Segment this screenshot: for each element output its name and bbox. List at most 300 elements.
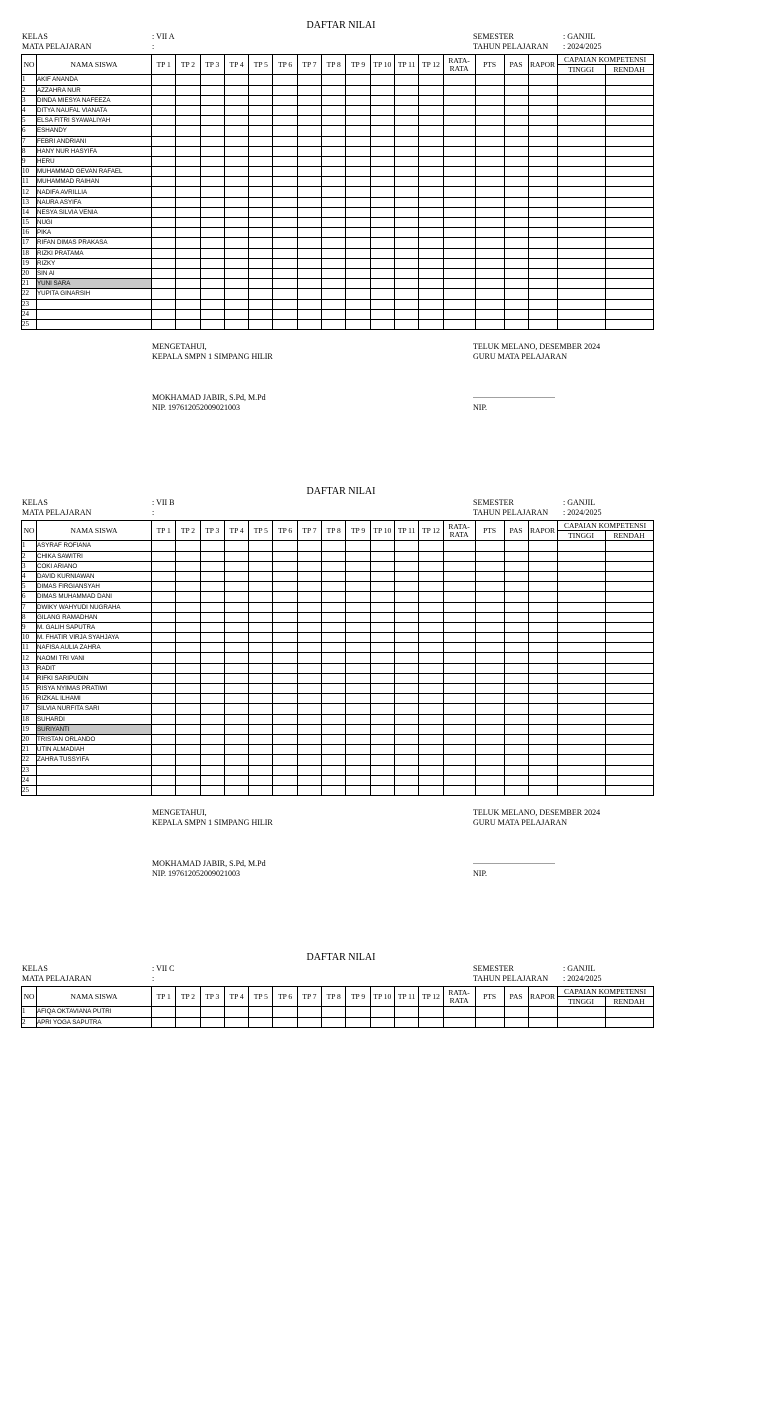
grade-cell[interactable]: [322, 592, 346, 602]
grade-cell[interactable]: [528, 745, 557, 755]
grade-cell[interactable]: [475, 633, 504, 643]
grade-cell[interactable]: [297, 755, 321, 765]
grade-cell[interactable]: [419, 136, 443, 146]
grade-cell[interactable]: [394, 187, 418, 197]
grade-cell[interactable]: [249, 289, 273, 299]
grade-cell[interactable]: [322, 724, 346, 734]
grade-cell[interactable]: [200, 633, 224, 643]
grade-cell[interactable]: [273, 319, 297, 329]
grade-cell[interactable]: [322, 571, 346, 581]
grade-cell[interactable]: [176, 775, 200, 785]
grade-cell[interactable]: [346, 258, 370, 268]
grade-cell[interactable]: [224, 1007, 248, 1017]
grade-cell[interactable]: [322, 105, 346, 115]
grade-cell[interactable]: [346, 724, 370, 734]
grade-cell[interactable]: [152, 694, 176, 704]
grade-cell[interactable]: [557, 248, 605, 258]
grade-cell[interactable]: [370, 622, 394, 632]
grade-cell[interactable]: [273, 734, 297, 744]
grade-cell[interactable]: [443, 95, 475, 105]
grade-cell[interactable]: [224, 785, 248, 795]
grade-cell[interactable]: [605, 75, 653, 85]
grade-cell[interactable]: [152, 571, 176, 581]
grade-cell[interactable]: [297, 177, 321, 187]
grade-cell[interactable]: [419, 663, 443, 673]
grade-cell[interactable]: [370, 136, 394, 146]
grade-cell[interactable]: [504, 75, 528, 85]
grade-cell[interactable]: [557, 126, 605, 136]
grade-cell[interactable]: [394, 1007, 418, 1017]
grade-cell[interactable]: [557, 146, 605, 156]
grade-cell[interactable]: [224, 299, 248, 309]
grade-cell[interactable]: [528, 643, 557, 653]
grade-cell[interactable]: [273, 673, 297, 683]
grade-cell[interactable]: [557, 745, 605, 755]
grade-cell[interactable]: [224, 571, 248, 581]
grade-cell[interactable]: [200, 602, 224, 612]
grade-cell[interactable]: [297, 592, 321, 602]
grade-cell[interactable]: [528, 755, 557, 765]
grade-cell[interactable]: [443, 309, 475, 319]
grade-cell[interactable]: [297, 136, 321, 146]
grade-cell[interactable]: [176, 228, 200, 238]
grade-cell[interactable]: [176, 612, 200, 622]
grade-cell[interactable]: [224, 85, 248, 95]
grade-cell[interactable]: [370, 653, 394, 663]
grade-cell[interactable]: [370, 663, 394, 673]
grade-cell[interactable]: [297, 95, 321, 105]
grade-cell[interactable]: [443, 268, 475, 278]
student-name[interactable]: YUPITA GINARSIH: [37, 289, 152, 299]
grade-cell[interactable]: [528, 571, 557, 581]
grade-cell[interactable]: [475, 541, 504, 551]
grade-cell[interactable]: [557, 653, 605, 663]
grade-cell[interactable]: [394, 602, 418, 612]
grade-cell[interactable]: [370, 207, 394, 217]
grade-cell[interactable]: [322, 116, 346, 126]
grade-cell[interactable]: [346, 633, 370, 643]
grade-cell[interactable]: [152, 592, 176, 602]
grade-cell[interactable]: [370, 116, 394, 126]
grade-cell[interactable]: [504, 1017, 528, 1027]
grade-cell[interactable]: [605, 653, 653, 663]
grade-cell[interactable]: [176, 177, 200, 187]
grade-cell[interactable]: [443, 724, 475, 734]
grade-cell[interactable]: [504, 105, 528, 115]
grade-cell[interactable]: [504, 745, 528, 755]
grade-cell[interactable]: [249, 775, 273, 785]
grade-cell[interactable]: [419, 673, 443, 683]
grade-cell[interactable]: [346, 785, 370, 795]
grade-cell[interactable]: [322, 755, 346, 765]
grade-cell[interactable]: [346, 289, 370, 299]
grade-cell[interactable]: [273, 704, 297, 714]
grade-cell[interactable]: [249, 1007, 273, 1017]
grade-cell[interactable]: [394, 592, 418, 602]
grade-cell[interactable]: [249, 602, 273, 612]
grade-cell[interactable]: [346, 561, 370, 571]
grade-cell[interactable]: [152, 755, 176, 765]
grade-cell[interactable]: [224, 218, 248, 228]
grade-cell[interactable]: [605, 146, 653, 156]
grade-cell[interactable]: [504, 1007, 528, 1017]
student-name[interactable]: UTIN ALMADIAH: [37, 745, 152, 755]
grade-cell[interactable]: [273, 238, 297, 248]
grade-cell[interactable]: [273, 612, 297, 622]
grade-cell[interactable]: [224, 755, 248, 765]
grade-cell[interactable]: [152, 663, 176, 673]
grade-cell[interactable]: [419, 167, 443, 177]
grade-cell[interactable]: [605, 582, 653, 592]
grade-cell[interactable]: [273, 268, 297, 278]
grade-cell[interactable]: [443, 775, 475, 785]
grade-cell[interactable]: [475, 1017, 504, 1027]
grade-cell[interactable]: [224, 309, 248, 319]
grade-cell[interactable]: [443, 551, 475, 561]
grade-cell[interactable]: [605, 541, 653, 551]
student-name[interactable]: RADIT: [37, 663, 152, 673]
grade-cell[interactable]: [346, 673, 370, 683]
grade-cell[interactable]: [200, 704, 224, 714]
grade-cell[interactable]: [528, 704, 557, 714]
grade-cell[interactable]: [557, 238, 605, 248]
grade-cell[interactable]: [504, 187, 528, 197]
grade-cell[interactable]: [346, 177, 370, 187]
grade-cell[interactable]: [504, 85, 528, 95]
grade-cell[interactable]: [394, 136, 418, 146]
grade-cell[interactable]: [249, 218, 273, 228]
grade-cell[interactable]: [152, 714, 176, 724]
grade-cell[interactable]: [152, 765, 176, 775]
grade-cell[interactable]: [419, 319, 443, 329]
grade-cell[interactable]: [152, 684, 176, 694]
grade-cell[interactable]: [370, 734, 394, 744]
grade-cell[interactable]: [346, 146, 370, 156]
grade-cell[interactable]: [224, 289, 248, 299]
grade-cell[interactable]: [152, 602, 176, 612]
grade-cell[interactable]: [346, 765, 370, 775]
grade-cell[interactable]: [528, 714, 557, 724]
student-name[interactable]: APRI YOGA SAPUTRA: [37, 1017, 152, 1027]
grade-cell[interactable]: [504, 643, 528, 653]
grade-cell[interactable]: [419, 299, 443, 309]
grade-cell[interactable]: [176, 75, 200, 85]
grade-cell[interactable]: [297, 704, 321, 714]
grade-cell[interactable]: [249, 309, 273, 319]
grade-cell[interactable]: [528, 765, 557, 775]
grade-cell[interactable]: [475, 228, 504, 238]
student-name[interactable]: M. GALIH SAPUTRA: [37, 622, 152, 632]
grade-cell[interactable]: [297, 775, 321, 785]
grade-cell[interactable]: [297, 622, 321, 632]
grade-cell[interactable]: [557, 1017, 605, 1027]
grade-cell[interactable]: [297, 745, 321, 755]
grade-cell[interactable]: [273, 1017, 297, 1027]
grade-cell[interactable]: [504, 258, 528, 268]
grade-cell[interactable]: [475, 268, 504, 278]
grade-cell[interactable]: [249, 704, 273, 714]
student-name[interactable]: TRISTAN ORLANDO: [37, 734, 152, 744]
grade-cell[interactable]: [346, 663, 370, 673]
grade-cell[interactable]: [475, 775, 504, 785]
grade-cell[interactable]: [273, 95, 297, 105]
grade-cell[interactable]: [528, 724, 557, 734]
grade-cell[interactable]: [224, 734, 248, 744]
grade-cell[interactable]: [419, 622, 443, 632]
grade-cell[interactable]: [249, 116, 273, 126]
student-name[interactable]: NUGI: [37, 218, 152, 228]
grade-cell[interactable]: [528, 319, 557, 329]
grade-cell[interactable]: [249, 197, 273, 207]
grade-cell[interactable]: [297, 126, 321, 136]
grade-cell[interactable]: [557, 633, 605, 643]
grade-cell[interactable]: [443, 156, 475, 166]
grade-cell[interactable]: [200, 571, 224, 581]
grade-cell[interactable]: [504, 612, 528, 622]
grade-cell[interactable]: [176, 684, 200, 694]
grade-cell[interactable]: [419, 126, 443, 136]
grade-cell[interactable]: [370, 228, 394, 238]
grade-cell[interactable]: [443, 571, 475, 581]
grade-cell[interactable]: [557, 765, 605, 775]
grade-cell[interactable]: [557, 571, 605, 581]
grade-cell[interactable]: [443, 177, 475, 187]
student-name[interactable]: [37, 785, 152, 795]
grade-cell[interactable]: [152, 775, 176, 785]
grade-cell[interactable]: [394, 197, 418, 207]
student-name[interactable]: NAOMI TRI VANI: [37, 653, 152, 663]
grade-cell[interactable]: [346, 126, 370, 136]
student-name[interactable]: GILANG RAMADHAN: [37, 612, 152, 622]
grade-cell[interactable]: [528, 299, 557, 309]
grade-cell[interactable]: [528, 116, 557, 126]
grade-cell[interactable]: [557, 561, 605, 571]
grade-cell[interactable]: [394, 75, 418, 85]
grade-cell[interactable]: [394, 663, 418, 673]
student-name[interactable]: ELSA FITRI SYAWALIYAH: [37, 116, 152, 126]
grade-cell[interactable]: [475, 1007, 504, 1017]
grade-cell[interactable]: [605, 694, 653, 704]
student-name[interactable]: AKIF ANANDA: [37, 75, 152, 85]
grade-cell[interactable]: [443, 146, 475, 156]
grade-cell[interactable]: [370, 156, 394, 166]
student-name[interactable]: NADIFA AVRILLIA: [37, 187, 152, 197]
grade-cell[interactable]: [273, 643, 297, 653]
grade-cell[interactable]: [273, 571, 297, 581]
grade-cell[interactable]: [322, 238, 346, 248]
grade-cell[interactable]: [176, 755, 200, 765]
grade-cell[interactable]: [200, 663, 224, 673]
grade-cell[interactable]: [297, 309, 321, 319]
grade-cell[interactable]: [528, 561, 557, 571]
grade-cell[interactable]: [224, 663, 248, 673]
grade-cell[interactable]: [605, 745, 653, 755]
grade-cell[interactable]: [273, 85, 297, 95]
grade-cell[interactable]: [557, 289, 605, 299]
grade-cell[interactable]: [370, 197, 394, 207]
grade-cell[interactable]: [504, 592, 528, 602]
grade-cell[interactable]: [504, 663, 528, 673]
grade-cell[interactable]: [176, 561, 200, 571]
grade-cell[interactable]: [605, 228, 653, 238]
grade-cell[interactable]: [557, 714, 605, 724]
grade-cell[interactable]: [249, 156, 273, 166]
grade-cell[interactable]: [557, 592, 605, 602]
student-name[interactable]: [37, 765, 152, 775]
grade-cell[interactable]: [249, 684, 273, 694]
grade-cell[interactable]: [528, 1007, 557, 1017]
student-name[interactable]: [37, 299, 152, 309]
grade-cell[interactable]: [475, 156, 504, 166]
grade-cell[interactable]: [200, 755, 224, 765]
grade-cell[interactable]: [528, 258, 557, 268]
grade-cell[interactable]: [528, 1017, 557, 1027]
grade-cell[interactable]: [528, 541, 557, 551]
grade-cell[interactable]: [504, 146, 528, 156]
grade-cell[interactable]: [443, 248, 475, 258]
grade-cell[interactable]: [528, 85, 557, 95]
grade-cell[interactable]: [504, 561, 528, 571]
grade-cell[interactable]: [504, 218, 528, 228]
grade-cell[interactable]: [394, 156, 418, 166]
grade-cell[interactable]: [528, 248, 557, 258]
grade-cell[interactable]: [249, 653, 273, 663]
grade-cell[interactable]: [528, 228, 557, 238]
grade-cell[interactable]: [557, 612, 605, 622]
grade-cell[interactable]: [475, 704, 504, 714]
grade-cell[interactable]: [200, 126, 224, 136]
grade-cell[interactable]: [346, 592, 370, 602]
grade-cell[interactable]: [475, 602, 504, 612]
grade-cell[interactable]: [419, 75, 443, 85]
grade-cell[interactable]: [605, 207, 653, 217]
grade-cell[interactable]: [605, 1007, 653, 1017]
grade-cell[interactable]: [475, 238, 504, 248]
grade-cell[interactable]: [249, 75, 273, 85]
grade-cell[interactable]: [200, 734, 224, 744]
grade-cell[interactable]: [370, 673, 394, 683]
grade-cell[interactable]: [370, 704, 394, 714]
grade-cell[interactable]: [322, 309, 346, 319]
grade-cell[interactable]: [605, 279, 653, 289]
grade-cell[interactable]: [528, 684, 557, 694]
grade-cell[interactable]: [557, 734, 605, 744]
grade-cell[interactable]: [605, 126, 653, 136]
grade-cell[interactable]: [528, 105, 557, 115]
grade-cell[interactable]: [394, 238, 418, 248]
grade-cell[interactable]: [557, 694, 605, 704]
grade-cell[interactable]: [297, 785, 321, 795]
grade-cell[interactable]: [249, 694, 273, 704]
grade-cell[interactable]: [504, 156, 528, 166]
grade-cell[interactable]: [557, 704, 605, 714]
grade-cell[interactable]: [394, 258, 418, 268]
grade-cell[interactable]: [370, 299, 394, 309]
grade-cell[interactable]: [200, 561, 224, 571]
grade-cell[interactable]: [370, 602, 394, 612]
grade-cell[interactable]: [176, 734, 200, 744]
grade-cell[interactable]: [322, 177, 346, 187]
grade-cell[interactable]: [200, 218, 224, 228]
grade-cell[interactable]: [200, 279, 224, 289]
grade-cell[interactable]: [322, 319, 346, 329]
grade-cell[interactable]: [273, 248, 297, 258]
grade-cell[interactable]: [605, 1017, 653, 1027]
grade-cell[interactable]: [249, 187, 273, 197]
grade-cell[interactable]: [443, 289, 475, 299]
grade-cell[interactable]: [273, 167, 297, 177]
grade-cell[interactable]: [419, 734, 443, 744]
grade-cell[interactable]: [176, 592, 200, 602]
grade-cell[interactable]: [273, 156, 297, 166]
grade-cell[interactable]: [346, 279, 370, 289]
grade-cell[interactable]: [557, 663, 605, 673]
grade-cell[interactable]: [200, 643, 224, 653]
grade-cell[interactable]: [394, 622, 418, 632]
grade-cell[interactable]: [475, 105, 504, 115]
grade-cell[interactable]: [249, 724, 273, 734]
grade-cell[interactable]: [322, 1017, 346, 1027]
grade-cell[interactable]: [200, 622, 224, 632]
grade-cell[interactable]: [557, 218, 605, 228]
grade-cell[interactable]: [200, 785, 224, 795]
grade-cell[interactable]: [504, 309, 528, 319]
grade-cell[interactable]: [394, 633, 418, 643]
student-name[interactable]: SIN AI: [37, 268, 152, 278]
grade-cell[interactable]: [504, 571, 528, 581]
grade-cell[interactable]: [443, 561, 475, 571]
grade-cell[interactable]: [504, 755, 528, 765]
grade-cell[interactable]: [475, 612, 504, 622]
grade-cell[interactable]: [224, 177, 248, 187]
grade-cell[interactable]: [605, 116, 653, 126]
grade-cell[interactable]: [528, 694, 557, 704]
grade-cell[interactable]: [346, 541, 370, 551]
grade-cell[interactable]: [557, 299, 605, 309]
grade-cell[interactable]: [322, 714, 346, 724]
grade-cell[interactable]: [322, 775, 346, 785]
grade-cell[interactable]: [152, 1017, 176, 1027]
grade-cell[interactable]: [419, 724, 443, 734]
student-name[interactable]: M. FHATIR VIRJA SYAHJAYA: [37, 633, 152, 643]
grade-cell[interactable]: [443, 582, 475, 592]
grade-cell[interactable]: [504, 785, 528, 795]
grade-cell[interactable]: [322, 258, 346, 268]
grade-cell[interactable]: [605, 167, 653, 177]
grade-cell[interactable]: [176, 653, 200, 663]
grade-cell[interactable]: [419, 228, 443, 238]
grade-cell[interactable]: [370, 541, 394, 551]
grade-cell[interactable]: [200, 582, 224, 592]
grade-cell[interactable]: [152, 561, 176, 571]
grade-cell[interactable]: [557, 258, 605, 268]
grade-cell[interactable]: [605, 136, 653, 146]
grade-cell[interactable]: [394, 684, 418, 694]
grade-cell[interactable]: [504, 95, 528, 105]
grade-cell[interactable]: [176, 146, 200, 156]
grade-cell[interactable]: [200, 745, 224, 755]
grade-cell[interactable]: [605, 197, 653, 207]
grade-cell[interactable]: [605, 218, 653, 228]
grade-cell[interactable]: [504, 765, 528, 775]
grade-cell[interactable]: [528, 734, 557, 744]
grade-cell[interactable]: [605, 622, 653, 632]
grade-cell[interactable]: [394, 228, 418, 238]
grade-cell[interactable]: [249, 571, 273, 581]
grade-cell[interactable]: [273, 187, 297, 197]
student-name[interactable]: RIZKI PRATAMA: [37, 248, 152, 258]
grade-cell[interactable]: [200, 592, 224, 602]
